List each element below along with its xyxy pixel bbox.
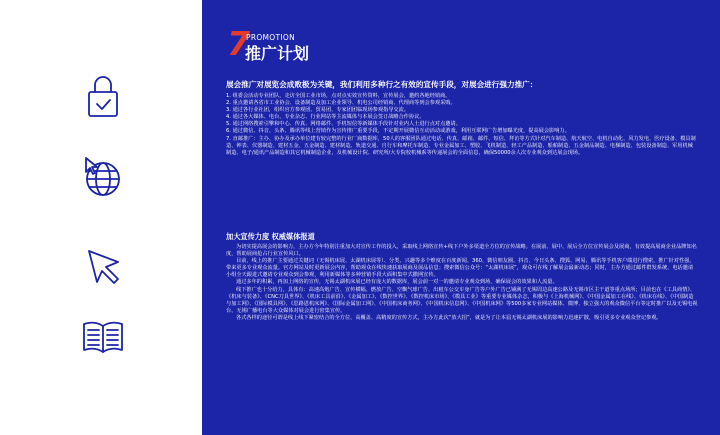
- section-kicker: PROMOTION: [246, 33, 296, 42]
- icon-column: [0, 0, 202, 435]
- content-panel: [202, 0, 720, 435]
- paragraph: 线下推广也十分给力，具体有：高速高炮广告、宣传横幅、燃放广告、空飘气球广告、出租车公交车身广告等户外广告已铺满了无锡周边高速公路及无锡市区主干道等重点场所；目前也在《工具商情》、《机床与装备》、《CNC刀具世界》、《机床工具前沿》、《金属加工》、《数控世界》、《数控机床市场》、《模具工业》等重要专业媒体杂志，积极与《上海机械网》、《中国金属加工在线》、《机床在线》、《中国制造与加工网》、《国际模具网》、《思路恩机床网》、《国际金属加工网》、《中国机床商务网》、《中国机床信息网》、《中国机床网》等500多家专业网站媒体、微博、独立强大的观众微信平台等定时推广以及无锡电视台、无锡广播电台等大众媒体对展会进行密集宣传。: [226, 286, 698, 314]
- pointer-arrow-icon: [78, 240, 128, 290]
- paragraph: 各式各样的途径可谓是线上线下紧密结合的全方位、高覆盖、高精度的宣传方式，主办方此次“放大招”，就是为了让本届无锡太湖机床展的影响力迅速扩散，吸引更多专业观众登记参观。: [236, 314, 662, 321]
- open-book-icon: [78, 312, 128, 362]
- section-number: 7: [227, 24, 250, 63]
- intro-headline: 展会推广对展览会成败极为关键，我们利用多种行之有效的宣传手段，对展会进行强力推广：: [226, 80, 538, 89]
- list-item: 6. 通过微信、抖音、头条、腾讯等线上营销作为宣传推广重要手段，不定期开展微信互动活动或游戏，利用互联网广告增加曝光度，提高展会影响力。: [226, 128, 570, 135]
- paragraph: 通过多年的积累，再加上网络的宣传，无锡太湖机床展已经有庞大的数据库，展会前一对一的邀请专业观众到场，确保展会的效果和人流量。: [236, 279, 558, 286]
- media-paragraphs: [226, 244, 698, 322]
- list-item: 7. 直邮推广：主办、协办及承办单位建有较完整的行业厂商数据库，50人的客服团队通过电话、传真、邮箱、邮件、短信、拜访等方式针对汽车制造、航天航空、电机自动化、风力发电、医疗设备、模具制造、钟表、仪器制造、建材五金、五金制造、建材制造、轨道交通、自行车和摩托车制造、专业金属加工、塑胶、飞机制造、轻工产品制造、船舶制造、五金制品制造、电梯制造、包装设备制造、军用机械制造、电子/通讯产品制造和其它机械制造企业，及机械设计院、研究所/大专院校机械系等传递展会的全面信息，确保50000余人次专业观众到达展会现场。: [226, 135, 696, 156]
- paragraph: 目前，线上的推广主要通过关键词（无锡机床展、太湖机床展等）、分类、兴趣等多个维度在百度新闻、360、微信朋友圈、抖音、今日头条、搜狐、网易、腾讯等手机客户端进行搜索，推广针对性强，带来更多专业观众流量。官方网站及时更新展会内容，帮助观众在线快速获取展商及展品信息；搜索微信公众号：“太湖机床展”，观众可在线了解展会最新动态；同时，主办方通过邮件群发系统、电话邀请小组全天跟进式邀请专业观众到会参观，利用新媒体等多种营销手段大面积集中式撒网宣传。: [226, 258, 695, 279]
- promotion-list: [226, 93, 698, 157]
- list-item: 1. 组委会活动专业团队，走访全国工业市场，点对点实效宣传资料，宣传展会，邀约各地经销商。: [226, 93, 451, 99]
- list-item: 2. 重点邀请各省市工业协会、设备制造及加工企业领导、机电公司经销商、代理商等到会参观采购。: [226, 100, 456, 107]
- paragraph: 为切实提高展会的影响力，主办方今年特别注重加大对宣传工作的投入，采取线上网络宣传+线下户外多渠道全方位的宣传战略。在展前、展中、展后全方位宣传展会及展商，有效提高展商企业品牌知名度，帮助展商抢占行业宣传风口。: [226, 244, 697, 258]
- media-subheading: 加大宣传力度 权威媒体报道: [226, 232, 315, 241]
- page-title: 推广计划: [245, 44, 310, 63]
- globe-cursor-icon: [78, 152, 128, 202]
- list-item: 3. 通过各行业社团，组织官方参观团、贸易团、专家团团临现场参观指导交流。: [226, 107, 409, 114]
- calendar-check-icon: [78, 72, 128, 122]
- list-item: 5. 通过网络搜索引擎和中心、传真、网络邮件、手机短信等新媒体手段针对业内人士进行点对点邀请。: [226, 121, 461, 128]
- list-item: 4. 通过各大媒体、电台、专业杂志、行业网站等主流媒体与本展会签订战略合作协议。: [226, 114, 425, 121]
